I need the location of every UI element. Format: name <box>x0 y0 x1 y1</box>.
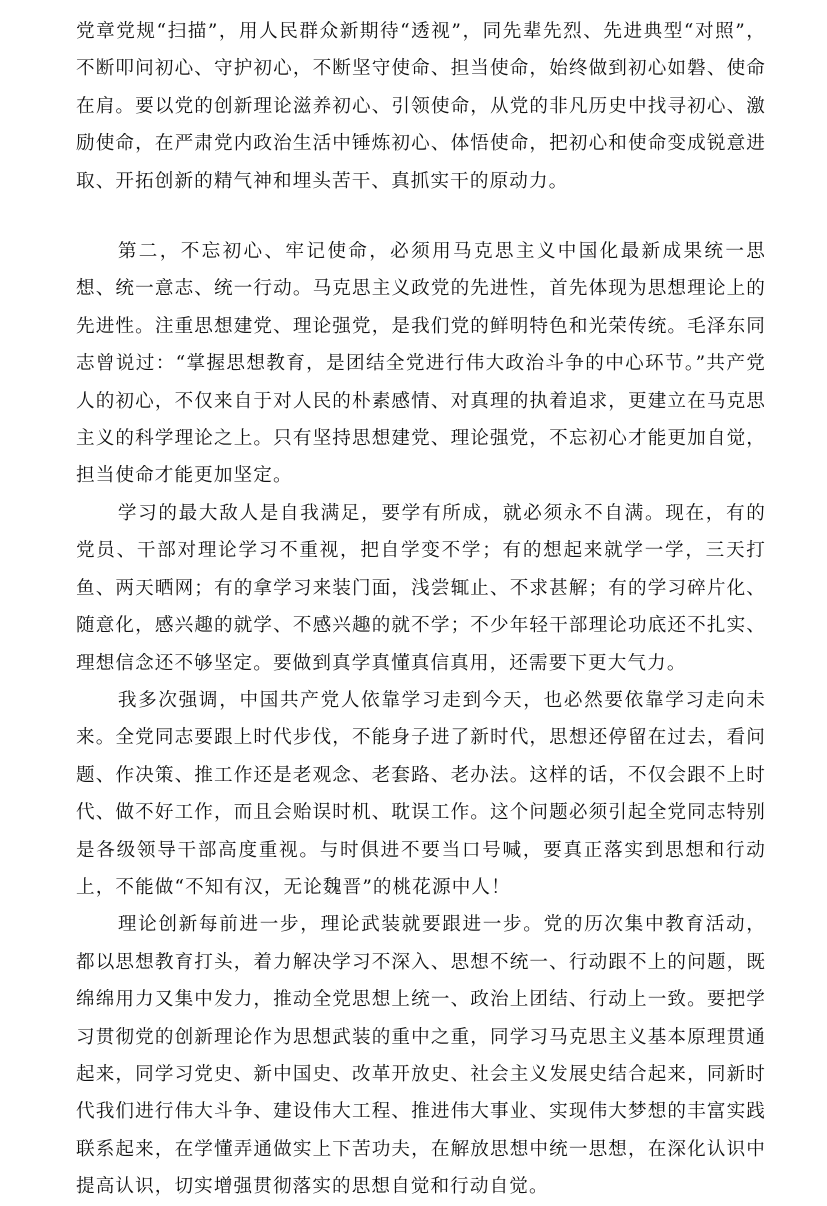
paragraph-keep-pace: 我多次强调，中国共产党人依靠学习走到今天，也必然要依靠学习走向未来。全党同志要跟上时代步伐，不能身子进了新时代，思想还停留在过去，看问题、作决策、推工作还是老观念、老套路、老办法。这样的话，不仅会跟不上时代、做不好工作，而且会贻误时机、耽误工作。这个问题必须引起全党同志特别是各级领导干部高度重视。与时俱进不要当口号喊，要真正落实到思想和行动上，不能做“不知有汉，无论魏晋”的桃花源中人！ <box>76 689 766 898</box>
paragraph-second-point: 第二，不忘初心、牢记使命，必须用马克思主义中国化最新成果统一思想、统一意志、统一行动。马克思主义政党的先进性，首先体现为思想理论上的先进性。注重思想建党、理论强党，是我们党的鲜明特色和光荣传统。毛泽东同志曾说过：“掌握思想教育，是团结全党进行伟大政治斗争的中心环节。”共产党人的初心，不仅来自于对人民的朴素感情、对真理的执着追求，更建立在马克思主义的科学理论之上。只有坚持思想建党、理论强党，不忘初心才能更加自觉，担当使命才能更加坚定。 <box>76 241 766 487</box>
paragraph-learning: 学习的最大敌人是自我满足，要学有所成，就必须永不自满。现在，有的党员、干部对理论学习不重视，把自学变不学；有的想起来就学一学，三天打鱼、两天晒网；有的拿学习来装门面，浅尝辄止、不求甚解；有的学习碎片化、随意化，感兴趣的就学、不感兴趣的就不学；不少年轻干部理论功底还不扎实、理想信念还不够坚定。要做到真学真懂真信真用，还需要下更大气力。 <box>76 502 766 674</box>
paragraph-theory-innovation: 理论创新每前进一步，理论武装就要跟进一步。党的历次集中教育活动，都以思想教育打头，着力解决学习不深入、思想不统一、行动跟不上的问题，既绵绵用力又集中发力，推动全党思想上统一、政治上团结、行动上一致。要把学习贯彻党的创新理论作为思想武装的重中之重，同学习马克思主义基本原理贯通起来，同学习党史、新中国史、改革开放史、社会主义发展史结合起来，同新时代我们进行伟大斗争、建设伟大工程、推进伟大事业、实现伟大梦想的丰富实践联系起来，在学懂弄通做实上下苦功夫，在解放思想中统一思想，在深化认识中提高认识，切实增强贯彻落实的思想自觉和行动自觉。 <box>76 914 766 1198</box>
document-page <box>76 0 766 1198</box>
paragraph-continued: 党章党规“扫描”，用人民群众新期待“透视”，同先辈先烈、先进典型“对照”，不断叩问初心、守护初心，不断坚守使命、担当使命，始终做到初心如磐、使命在肩。要以党的创新理论滋养初心、引领使命，从党的非凡历史中找寻初心、激励使命，在严肃党内政治生活中锤炼初心、体悟使命，把初心和使命变成锐意进取、开拓创新的精气神和埋头苦干、真抓实干的原动力。 <box>76 21 766 192</box>
